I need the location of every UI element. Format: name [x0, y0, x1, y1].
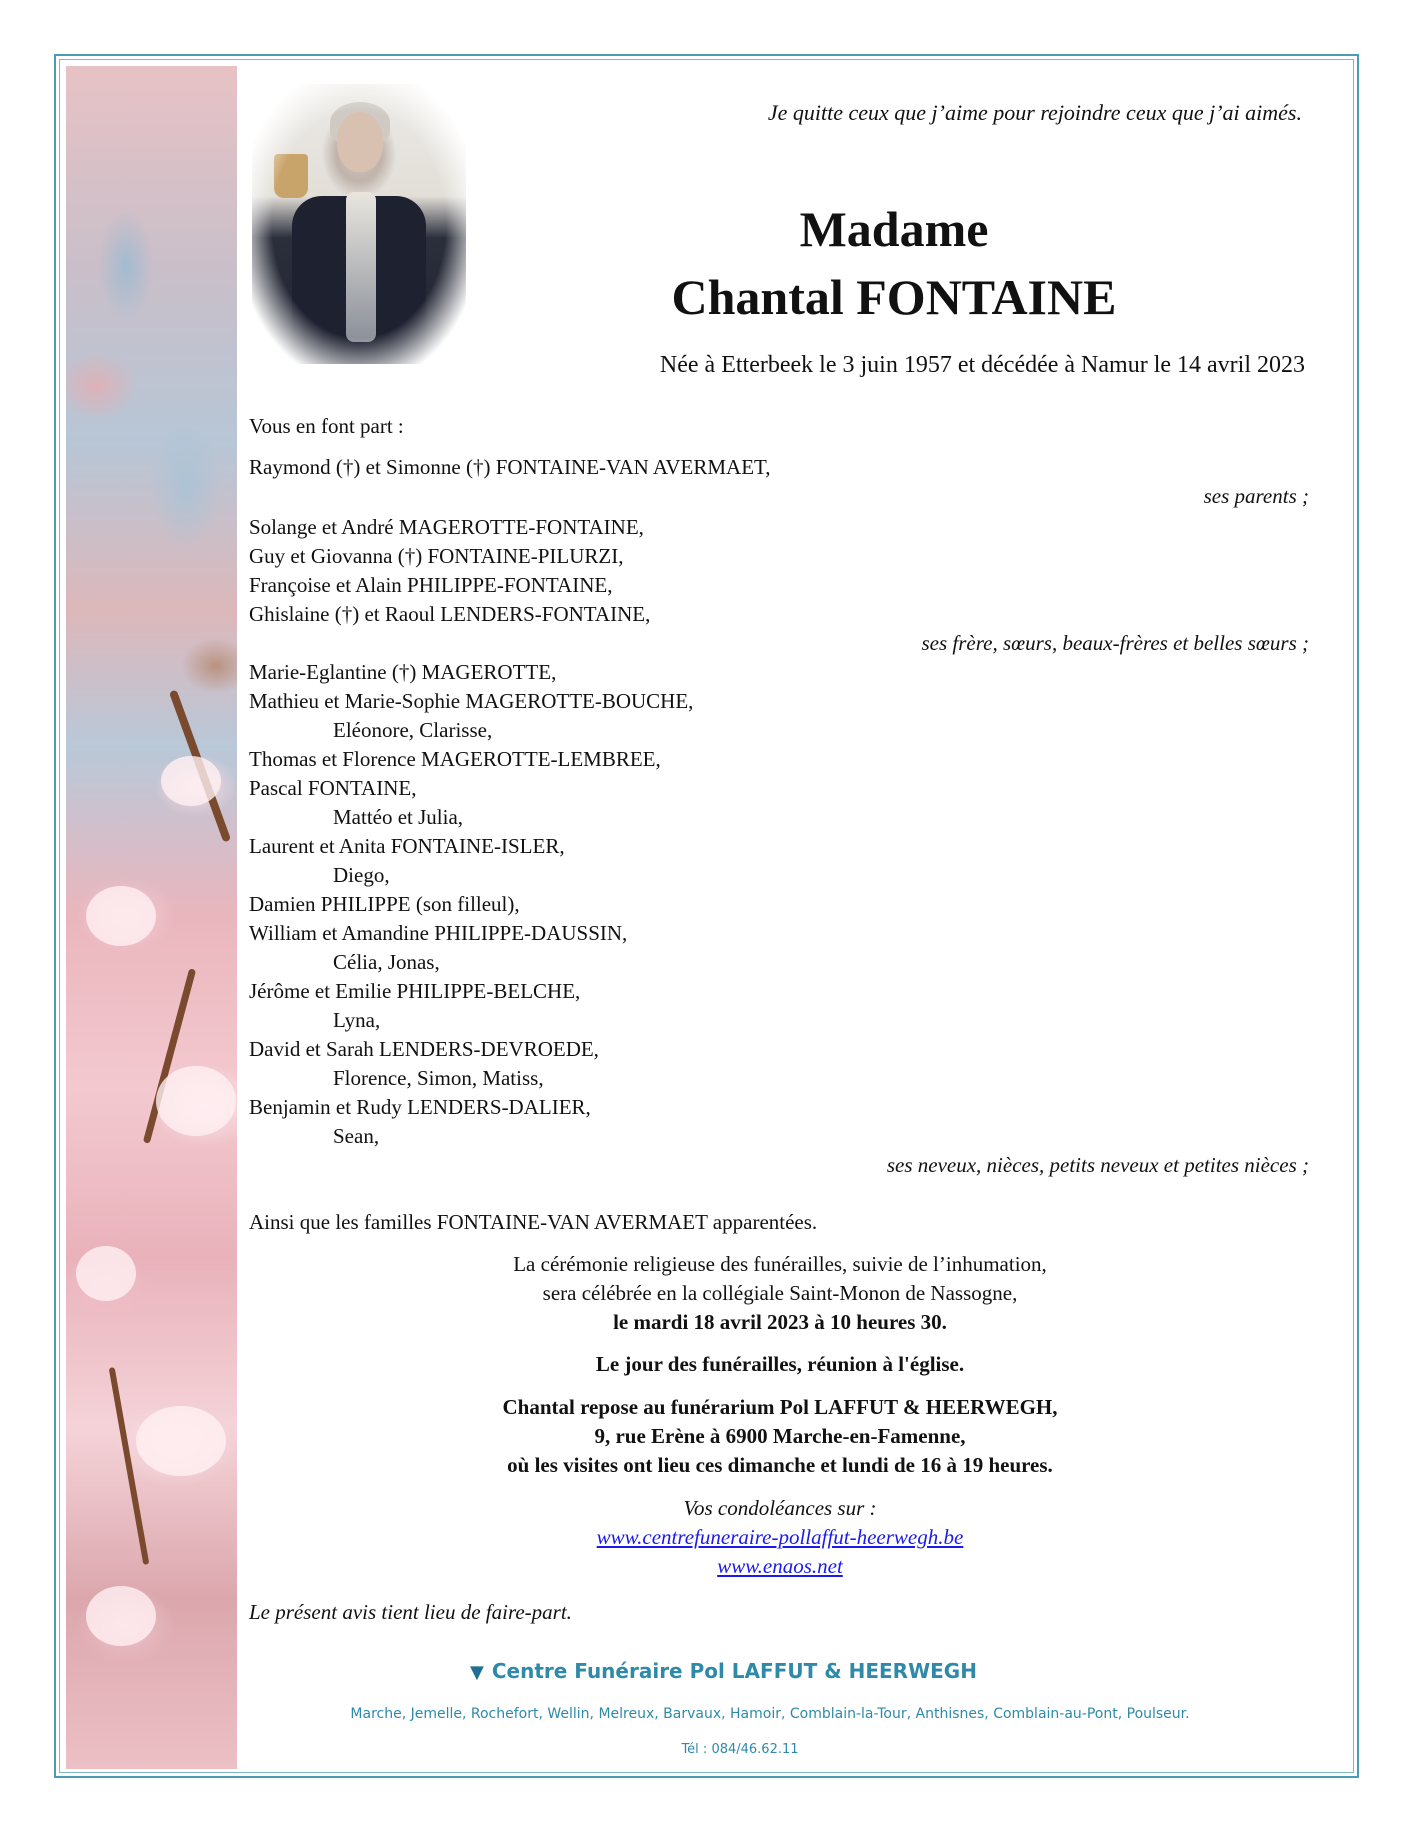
- grandnephew-line: Sean,: [333, 1124, 380, 1148]
- footer-company-name: Centre Funéraire Pol LAFFUT & HEERWEGH: [491, 1659, 977, 1683]
- grandnephew-line: Florence, Simon, Matiss,: [333, 1066, 544, 1090]
- nephew-line: Pascal FONTAINE,: [249, 776, 417, 800]
- condolences-block: [380, 1494, 1180, 1581]
- ceremony-block: [380, 1250, 1180, 1337]
- grandnephew-line: Eléonore, Clarisse,: [333, 718, 493, 742]
- footer-company: [470, 1659, 1070, 1683]
- condolences-link-2[interactable]: www.enaos.net: [717, 1554, 843, 1578]
- grandnephew-line: Célia, Jonas,: [333, 950, 440, 974]
- triangle-down-icon: ▼: [470, 1662, 484, 1683]
- grandnephew-line: Mattéo et Julia,: [333, 805, 464, 829]
- nephew-line: Laurent et Anita FONTAINE-ISLER,: [249, 834, 565, 858]
- family-list: [249, 412, 1309, 1177]
- relation-parents: ses parents ;: [1203, 484, 1309, 508]
- relation-nephews: ses neveux, nièces, petits neveux et petites nièces ;: [886, 1153, 1309, 1177]
- grandnephew-line: Diego,: [333, 863, 390, 887]
- closing-section: [249, 1598, 1309, 1628]
- parents-line: Raymond (†) et Simonne (†) FONTAINE-VAN AVERMAET,: [249, 455, 771, 479]
- title-name: Chantal FONTAINE: [671, 269, 1117, 325]
- nephew-line: Damien PHILIPPE (son filleul),: [249, 892, 520, 916]
- intro-text: Vous en font part :: [249, 414, 404, 438]
- families-section: [249, 1208, 1309, 1238]
- condolences-link-1[interactable]: www.centrefuneraire-pollaffut-heerwegh.be: [596, 1525, 964, 1549]
- families-line: Ainsi que les familles FONTAINE-VAN AVERMAET apparentées.: [249, 1210, 818, 1234]
- nephew-line: Jérôme et Emilie PHILIPPE-BELCHE,: [249, 979, 581, 1003]
- funerarium-line-2: 9, rue Erène à 6900 Marche-en-Famenne,: [594, 1424, 966, 1448]
- nephew-line: Thomas et Florence MAGEROTTE-LEMBREE,: [249, 747, 661, 771]
- sibling-line: Ghislaine (†) et Raoul LENDERS-FONTAINE,: [249, 602, 651, 626]
- nephew-line: Mathieu et Marie-Sophie MAGEROTTE-BOUCHE,: [249, 689, 694, 713]
- funerarium-line-3: où les visites ont lieu ces dimanche et lundi de 16 à 19 heures.: [507, 1453, 1053, 1477]
- nephew-line: William et Amandine PHILIPPE-DAUSSIN,: [249, 921, 628, 945]
- cherry-blossom-image: [66, 66, 237, 1769]
- funerarium-line-1: Chantal repose au funérarium Pol LAFFUT & HEERWEGH,: [502, 1395, 1058, 1419]
- nephew-line: David et Sarah LENDERS-DEVROEDE,: [249, 1037, 599, 1061]
- title-civility: Madame: [799, 201, 989, 257]
- ceremony-date: le mardi 18 avril 2023 à 10 heures 30.: [613, 1310, 947, 1334]
- birth-death-dates: Née à Etterbeek le 3 juin 1957 et décédée à Namur le 14 avril 2023: [659, 352, 1305, 378]
- condolences-label: Vos condoléances sur :: [683, 1496, 877, 1520]
- sibling-line: Solange et André MAGEROTTE-FONTAINE,: [249, 515, 644, 539]
- footer-phone: Tél : 084/46.62.11: [681, 1742, 799, 1757]
- relation-siblings: ses frère, sœurs, beaux-frères et belles sœurs ;: [921, 631, 1309, 655]
- portrait-photo: [252, 84, 466, 364]
- sibling-line: Françoise et Alain PHILIPPE-FONTAINE,: [249, 573, 613, 597]
- closing-note: Le présent avis tient lieu de faire-part.: [249, 1600, 572, 1624]
- nephew-line: Benjamin et Rudy LENDERS-DALIER,: [249, 1095, 591, 1119]
- footer-towns: Marche, Jemelle, Rochefort, Wellin, Melreux, Barvaux, Hamoir, Comblain-la-Tour, Anthisnes, Comblain-au-Pont, Poulseur.: [350, 1706, 1190, 1722]
- sibling-line: Guy et Giovanna (†) FONTAINE-PILURZI,: [249, 544, 624, 568]
- nephew-line: Marie-Eglantine (†) MAGEROTTE,: [249, 660, 557, 684]
- funerarium-block: [380, 1393, 1180, 1480]
- ceremony-line-1: La cérémonie religieuse des funérailles, suivie de l’inhumation,: [513, 1252, 1047, 1276]
- epigraph: Je quitte ceux que j’aime pour rejoindre ceux que j’ai aimés.: [767, 100, 1302, 125]
- grandnephew-line: Lyna,: [333, 1008, 381, 1032]
- ceremony-line-2: sera célébrée en la collégiale Saint-Monon de Nassogne,: [542, 1281, 1018, 1305]
- meeting-note: Le jour des funérailles, réunion à l'église.: [595, 1352, 965, 1376]
